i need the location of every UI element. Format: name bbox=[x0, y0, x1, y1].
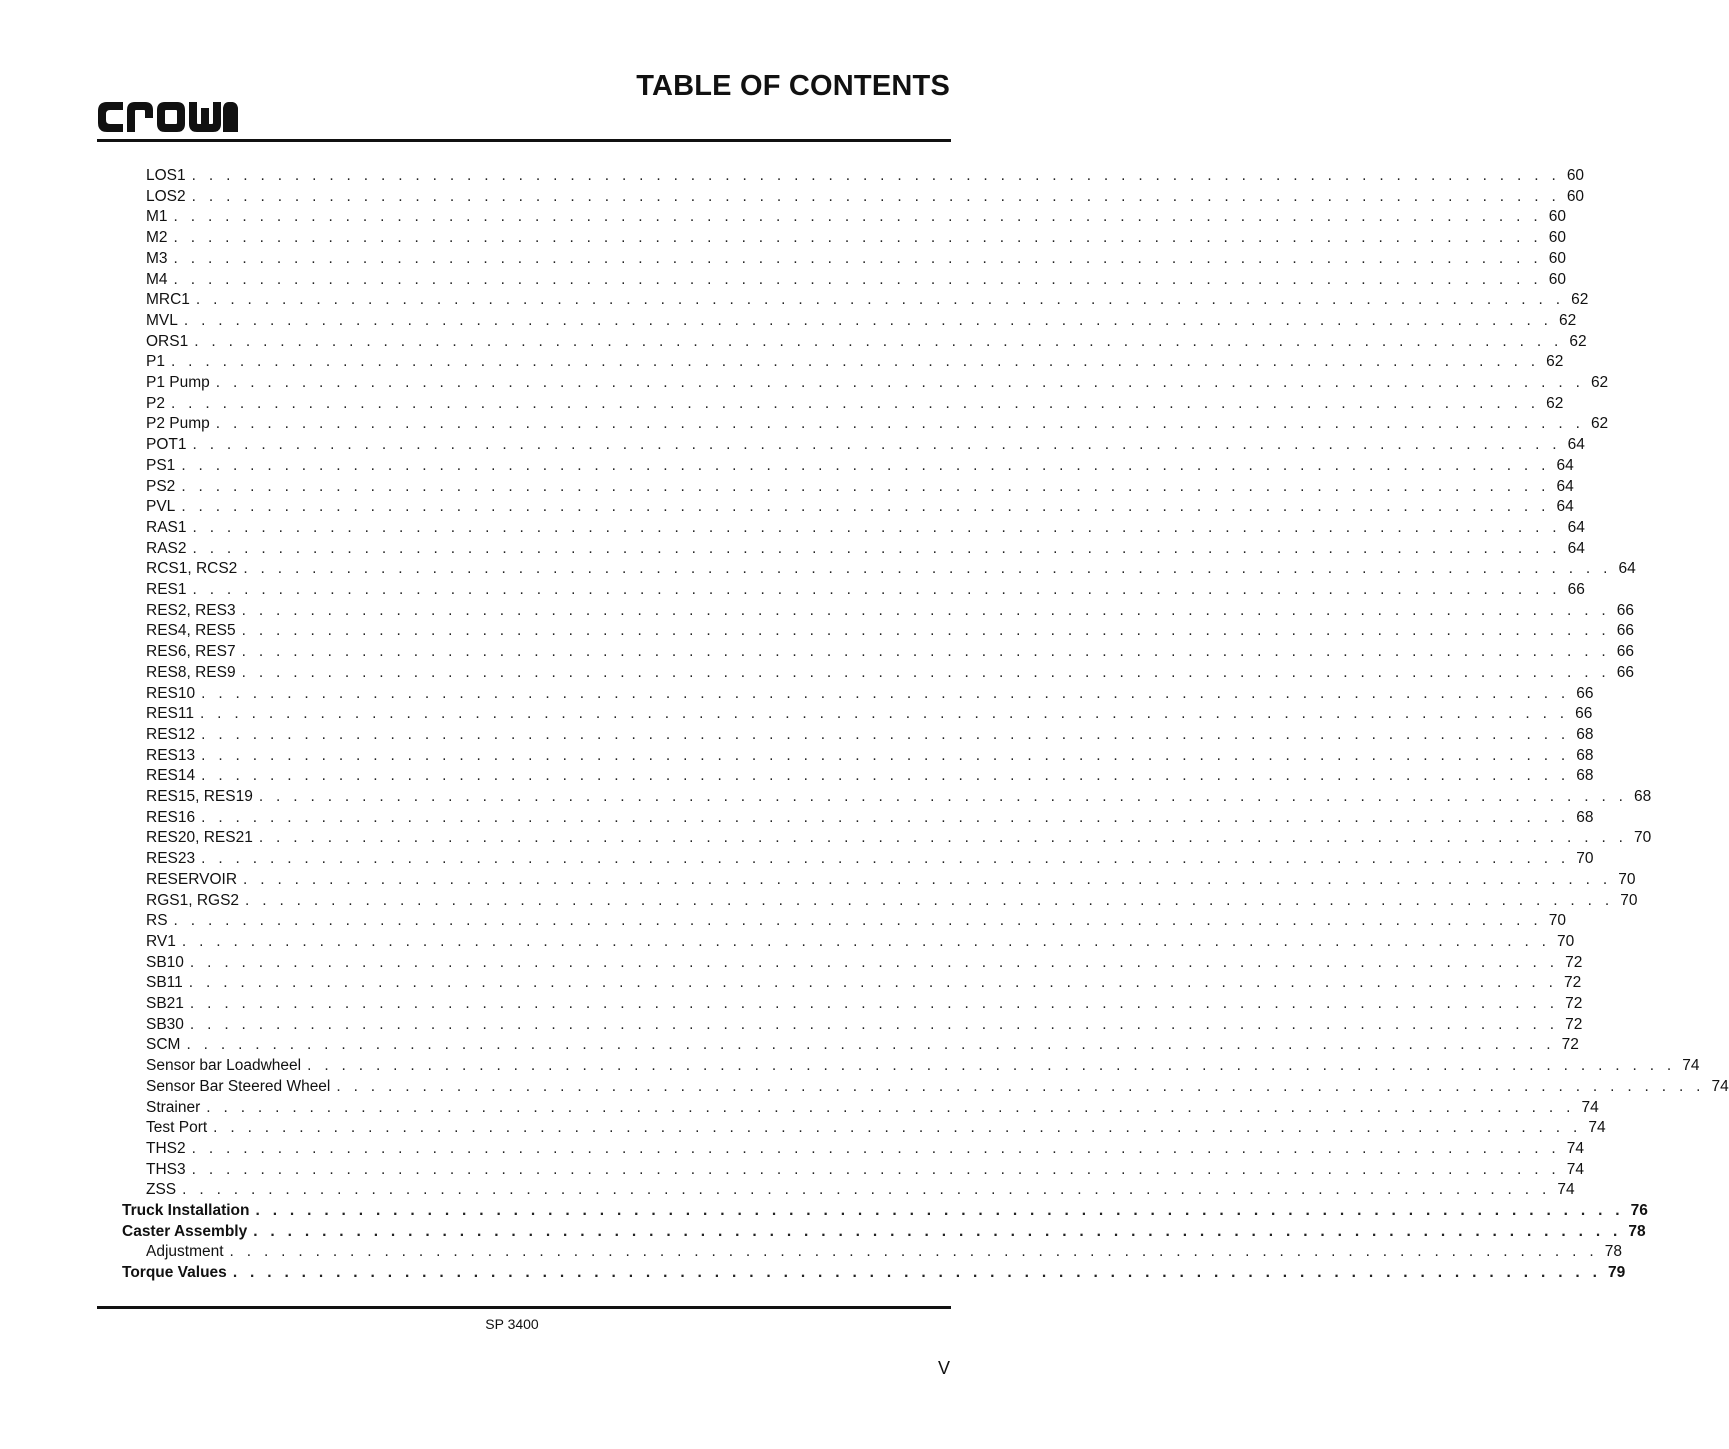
toc-entry-page: 64 bbox=[1556, 498, 1574, 516]
toc-entry[interactable] bbox=[146, 1160, 1585, 1180]
toc-entry-page: 66 bbox=[1567, 581, 1585, 598]
toc-entry-label: MVL bbox=[146, 311, 178, 329]
toc-entry[interactable] bbox=[146, 828, 1652, 848]
toc-dot-leader: . . . . . . . . . . . . . . . . . . . . . . . . . . . . . . . . . . . . . . . . . . . . . . . . . . . . . . . . . . . . . . . . . . . . . . . . . . . . . . . . bbox=[191, 167, 1561, 184]
toc-dot-leader: . . . . . . . . . . . . . . . . . . . . . . . . . . . . . . . . . . . . . . . . . . . . . . . . . . . . . . . . . . . . . . . . . . . . . . . . . . . . . . . . bbox=[181, 477, 1550, 495]
toc-dot-leader: . . . . . . . . . . . . . . . . . . . . . . . . . . . . . . . . . . . . . . . . . . . . . . . . . . . . . . . . . . . . . . . . . . . . . . . . . . . . . . . . bbox=[191, 1139, 1561, 1157]
toc-entry[interactable] bbox=[146, 601, 1635, 621]
toc-entry[interactable] bbox=[146, 808, 1594, 828]
toc-entry-label: M4 bbox=[146, 270, 168, 288]
toc-entry-page: 62 bbox=[1569, 332, 1587, 350]
toc-dot-leader: . . . . . . . . . . . . . . . . . . . . . . . . . . . . . . . . . . . . . . . . . . . . . . . . . . . . . . . . . . . . . . . . . . . . . . . . . . . . . . . . bbox=[194, 332, 1563, 350]
toc-entry-label: RES2, RES3 bbox=[146, 601, 236, 619]
toc-entry-page: 66 bbox=[1616, 601, 1635, 619]
toc-entry-page: 62 bbox=[1571, 291, 1589, 309]
toc-entry-page: 72 bbox=[1561, 1036, 1579, 1054]
toc-entry-label: PS1 bbox=[146, 456, 176, 474]
toc-entry-page: 70 bbox=[1618, 870, 1636, 888]
toc-entry-page: 62 bbox=[1590, 374, 1609, 391]
toc-entry-page: 60 bbox=[1566, 167, 1585, 184]
toc-entry-label: RV1 bbox=[146, 932, 176, 950]
toc-entry[interactable] bbox=[146, 352, 1564, 372]
toc-dot-leader: . . . . . . . . . . . . . . . . . . . . . . . . . . . . . . . . . . . . . . . . . . . . . . . . . . . . . . . . . . . . . . . . . . . . . . . . . . . . . . . . bbox=[201, 850, 1570, 868]
toc-dot-leader: . . . . . . . . . . . . . . . . . . . . . . . . . . . . . . . . . . . . . . . . . . . . . . . . . . . . . . . . . . . . . . . . . . . . . . . . . . . . . . . . bbox=[181, 456, 1550, 474]
toc-entry-label: M2 bbox=[146, 229, 168, 247]
toc-entry-label: MRC1 bbox=[146, 291, 190, 309]
toc-entry-page: 66 bbox=[1576, 684, 1594, 702]
toc-entry[interactable] bbox=[146, 642, 1635, 662]
toc-entry[interactable] bbox=[146, 663, 1635, 683]
toc-entry-label: RES6, RES7 bbox=[146, 643, 236, 661]
toc-entry[interactable] bbox=[146, 435, 1585, 455]
toc-entry[interactable] bbox=[146, 932, 1575, 952]
toc-entry-page: 66 bbox=[1616, 643, 1635, 661]
toc-entry-page: 60 bbox=[1566, 187, 1585, 205]
toc-dot-leader: . . . . . . . . . . . . . . . . . . . . . . . . . . . . . . . . . . . . . . . . . . . . . . . . . . . . . . . . . . . . . . . . . . . . . . . . . . . . . . . . bbox=[189, 953, 1559, 971]
toc-entry-page: 60 bbox=[1548, 270, 1566, 288]
toc-entry-label: RES23 bbox=[146, 850, 196, 868]
toc-entry-label: P1 Pump bbox=[146, 374, 210, 391]
toc-dot-leader: . . . . . . . . . . . . . . . . . . . . . . . . . . . . . . . . . . . . . . . . . . . . . . . . . . . . . . . . . . . . . . . . . . . . . . . . . . . . . . . . bbox=[188, 974, 1558, 992]
toc-entry-label: RES16 bbox=[146, 808, 196, 826]
toc-entry-page: 74 bbox=[1566, 1139, 1585, 1157]
toc-dot-leader: . . . . . . . . . . . . . . . . . . . . . . . . . . . . . . . . . . . . . . . . . . . . . . . . . . . . . . . . . . . . . . . . . . . . . . . . . . . . . . . . bbox=[201, 767, 1570, 785]
toc-entry-label: RAS2 bbox=[146, 539, 187, 557]
toc-entry-label: RES10 bbox=[146, 684, 196, 702]
toc-entry[interactable] bbox=[146, 1180, 1575, 1200]
toc-entry-label: Truck Installation bbox=[122, 1202, 250, 1219]
document-code: SP 3400 bbox=[485, 1316, 539, 1332]
toc-entry[interactable] bbox=[146, 787, 1652, 807]
toc-entry-page: 68 bbox=[1634, 788, 1652, 805]
toc-dot-leader: . . . . . . . . . . . . . . . . . . . . . . . . . . . . . . . . . . . . . . . . . . . . . . . . . . . . . . . . . . . . . . . . . . . . . . . . . . . . . . . . bbox=[191, 187, 1561, 205]
toc-entry-label: PS2 bbox=[146, 477, 176, 495]
toc-dot-leader: . . . . . . . . . . . . . . . . . . . . . . . . . . . . . . . . . . . . . . . . . . . . . . . . . . . . . . . . . . . . . . . . . . . . . . . . . . . . . . . . bbox=[173, 208, 1542, 226]
toc-dot-leader: . . . . . . . . . . . . . . . . . . . . . . . . . . . . . . . . . . . . . . . . . . . . . . . . . . . . . . . . . . . . . . . . . . . . . . . . . . . . . . . . bbox=[258, 829, 1628, 847]
toc-entry[interactable] bbox=[146, 394, 1564, 414]
toc-entry-label: Strainer bbox=[146, 1098, 201, 1116]
toc-entry-page: 70 bbox=[1557, 932, 1575, 950]
toc-entry[interactable] bbox=[146, 1242, 1622, 1262]
toc-entry[interactable] bbox=[146, 994, 1583, 1014]
toc-entry-label: RES15, RES19 bbox=[146, 788, 253, 805]
toc-dot-leader: . . . . . . . . . . . . . . . . . . . . . . . . . . . . . . . . . . . . . . . . . . . . . . . . . . . . . . . . . . . . . . . . . . . . . . . . . . . . . . . . bbox=[245, 891, 1614, 909]
toc-dot-leader: . . . . . . . . . . . . . . . . . . . . . . . . . . . . . . . . . . . . . . . . . . . . . . . . . . . . . . . . . . . . . . . . . . . . . . . . . . . . . . . . bbox=[173, 249, 1542, 267]
toc-entry-page: 64 bbox=[1567, 539, 1585, 557]
toc-entry-label: RAS1 bbox=[146, 518, 187, 536]
toc-dot-leader: . . . . . . . . . . . . . . . . . . . . . . . . . . . . . . . . . . . . . . . . . . . . . . . . . . . . . . . . . . . . . . . . . . . . . . . . . . . . . . . . bbox=[307, 1057, 1676, 1075]
toc-entry-page: 64 bbox=[1567, 436, 1585, 454]
toc-entry-label: RCS1, RCS2 bbox=[146, 560, 238, 578]
toc-dot-leader: . . . . . . . . . . . . . . . . . . . . . . . . . . . . . . . . . . . . . . . . . . . . . . . . . . . . . . . . . . . . . . . . . . . . . . . . . . . . . . . . bbox=[241, 601, 1611, 619]
toc-entry-page: 78 bbox=[1604, 1243, 1622, 1261]
toc-dot-leader: . . . . . . . . . . . . . . . . . . . . . . . . . . . . . . . . . . . . . . . . . . . . . . . . . . . . . . . . . . . . . . . . . . . . . . . . . . . . . . . . bbox=[195, 291, 1565, 309]
toc-dot-leader: . . . . . . . . . . . . . . . . . . . . . . . . . . . . . . . . . . . . . . . . . . . . . . . . . . . . . . . . . . . . . . . . . . . . . . . . . . . . . . . . bbox=[183, 311, 1553, 329]
toc-entry[interactable] bbox=[146, 311, 1577, 331]
toc-entry-page: 62 bbox=[1559, 311, 1577, 329]
toc-entry[interactable] bbox=[146, 1015, 1583, 1035]
toc-entry-page: 68 bbox=[1576, 767, 1594, 785]
toc-entry-label: Caster Assembly bbox=[122, 1222, 248, 1240]
toc-entry[interactable] bbox=[146, 746, 1594, 766]
toc-dot-leader: . . . . . . . . . . . . . . . . . . . . . . . . . . . . . . . . . . . . . . . . . . . . . . . . . . . . . . . . . . . . . . . . . . . . . . . . . . . . . . . . bbox=[253, 1222, 1622, 1240]
toc-entry-page: 60 bbox=[1548, 208, 1566, 226]
toc-entry[interactable] bbox=[146, 518, 1585, 538]
toc-entry-page: 64 bbox=[1556, 477, 1574, 495]
toc-entry-page: 74 bbox=[1557, 1181, 1575, 1199]
toc-entry-page: 64 bbox=[1567, 518, 1585, 536]
toc-dot-leader: . . . . . . . . . . . . . . . . . . . . . . . . . . . . . . . . . . . . . . . . . . . . . . . . . . . . . . . . . . . . . . . . . . . . . . . . . . . . . . . . bbox=[213, 1119, 1582, 1137]
toc-dot-leader: . . . . . . . . . . . . . . . . . . . . . . . . . . . . . . . . . . . . . . . . . . . . . . . . . . . . . . . . . . . . . . . . . . . . . . . . . . . . . . . . bbox=[199, 705, 1569, 723]
toc-dot-leader: . . . . . . . . . . . . . . . . . . . . . . . . . . . . . . . . . . . . . . . . . . . . . . . . . . . . . . . . . . . . . . . . . . . . . . . . . . . . . . . . bbox=[215, 415, 1585, 433]
toc-entry-label: SB10 bbox=[146, 953, 184, 971]
toc-entry-label: RES1 bbox=[146, 581, 187, 598]
toc-entry[interactable] bbox=[146, 559, 1636, 579]
toc-entry[interactable] bbox=[146, 1118, 1606, 1138]
toc-dot-leader: . . . . . . . . . . . . . . . . . . . . . . . . . . . . . . . . . . . . . . . . . . . . . . . . . . . . . . . . . . . . . . . . . . . . . . . . . . . . . . . . bbox=[258, 788, 1628, 805]
toc-entry-page: 66 bbox=[1616, 663, 1635, 681]
toc-entry-label: RES11 bbox=[146, 705, 194, 723]
toc-dot-leader: . . . . . . . . . . . . . . . . . . . . . . . . . . . . . . . . . . . . . . . . . . . . . . . . . . . . . . . . . . . . . . . . . . . . . . . . . . . . . . . . bbox=[170, 353, 1540, 371]
toc-dot-leader: . . . . . . . . . . . . . . . . . . . . . . . . . . . . . . . . . . . . . . . . . . . . . . . . . . . . . . . . . . . . . . . . . . . . . . . . . . . . . . . . bbox=[192, 436, 1561, 454]
toc-entry[interactable] bbox=[146, 580, 1585, 600]
toc-dot-leader: . . . . . . . . . . . . . . . . . . . . . . . . . . . . . . . . . . . . . . . . . . . . . . . . . . . . . . . . . . . . . . . . . . . . . . . . . . . . . . . . bbox=[201, 746, 1570, 764]
toc-entry-page: 76 bbox=[1630, 1202, 1648, 1219]
crown-logo-icon bbox=[97, 100, 239, 134]
toc-dot-leader: . . . . . . . . . . . . . . . . . . . . . . . . . . . . . . . . . . . . . . . . . . . . . . . . . . . . . . . . . . . . . . . . . . . . . . . . . . . . . . . . bbox=[182, 1181, 1551, 1199]
toc-entry[interactable] bbox=[146, 1098, 1599, 1118]
toc-entry[interactable] bbox=[146, 621, 1635, 641]
toc-entry-page: 62 bbox=[1546, 394, 1564, 412]
toc-entry[interactable] bbox=[146, 187, 1585, 207]
toc-dot-leader: . . . . . . . . . . . . . . . . . . . . . . . . . . . . . . . . . . . . . . . . . . . . . . . . . . . . . . . . . . . . . . . . . . . . . . . . . . . . . . . . bbox=[255, 1202, 1624, 1219]
toc-entry-label: P2 Pump bbox=[146, 415, 210, 433]
toc-entry[interactable] bbox=[146, 414, 1609, 434]
toc-dot-leader: . . . . . . . . . . . . . . . . . . . . . . . . . . . . . . . . . . . . . . . . . . . . . . . . . . . . . . . . . . . . . . . . . . . . . . . . . . . . . . . . bbox=[241, 622, 1611, 640]
toc-entry[interactable] bbox=[146, 497, 1574, 517]
toc-entry[interactable] bbox=[146, 953, 1583, 973]
toc-entry-label: P1 bbox=[146, 353, 165, 371]
toc-entry[interactable] bbox=[146, 849, 1594, 869]
toc-entry[interactable] bbox=[146, 228, 1566, 248]
toc-entry-label: LOS1 bbox=[146, 167, 186, 184]
toc-entry-page: 74 bbox=[1711, 1077, 1729, 1095]
toc-dot-leader: . . . . . . . . . . . . . . . . . . . . . . . . . . . . . . . . . . . . . . . . . . . . . . . . . . . . . . . . . . . . . . . . . . . . . . . . . . . . . . . . bbox=[241, 643, 1611, 661]
toc-dot-leader: . . . . . . . . . . . . . . . . . . . . . . . . . . . . . . . . . . . . . . . . . . . . . . . . . . . . . . . . . . . . . . . . . . . . . . . . . . . . . . . . bbox=[189, 995, 1559, 1012]
toc-dot-leader: . . . . . . . . . . . . . . . . . . . . . . . . . . . . . . . . . . . . . . . . . . . . . . . . . . . . . . . . . . . . . . . . . . . . . . . . . . . . . . . . bbox=[192, 539, 1561, 557]
toc-entry-label: RES13 bbox=[146, 746, 196, 764]
toc-entry-label: ZSS bbox=[146, 1181, 177, 1199]
toc-dot-leader: . . . . . . . . . . . . . . . . . . . . . . . . . . . . . . . . . . . . . . . . . . . . . . . . . . . . . . . . . . . . . . . . . . . . . . . . . . . . . . . . bbox=[336, 1077, 1705, 1095]
toc-entry-label: RESERVOIR bbox=[146, 870, 238, 888]
toc-dot-leader: . . . . . . . . . . . . . . . . . . . . . . . . . . . . . . . . . . . . . . . . . . . . . . . . . . . . . . . . . . . . . . . . . . . . . . . . . . . . . . . . bbox=[232, 1264, 1602, 1282]
toc-entry-label: SCM bbox=[146, 1036, 181, 1054]
toc-dot-leader: . . . . . . . . . . . . . . . . . . . . . . . . . . . . . . . . . . . . . . . . . . . . . . . . . . . . . . . . . . . . . . . . . . . . . . . . . . . . . . . . bbox=[192, 581, 1561, 598]
toc-entry-label: PVL bbox=[146, 498, 176, 516]
toc-entry-label: THS3 bbox=[146, 1160, 186, 1178]
toc-entry-label: RES12 bbox=[146, 725, 196, 743]
toc-dot-leader: . . . . . . . . . . . . . . . . . . . . . . . . . . . . . . . . . . . . . . . . . . . . . . . . . . . . . . . . . . . . . . . . . . . . . . . . . . . . . . . . bbox=[173, 270, 1542, 288]
toc-entry[interactable] bbox=[122, 1263, 1626, 1283]
toc-entry-page: 62 bbox=[1546, 353, 1564, 371]
toc-entry-label: Test Port bbox=[146, 1119, 208, 1137]
toc-entry-page: 60 bbox=[1548, 249, 1566, 267]
toc-entry[interactable] bbox=[146, 704, 1593, 724]
toc-dot-leader: . . . . . . . . . . . . . . . . . . . . . . . . . . . . . . . . . . . . . . . . . . . . . . . . . . . . . . . . . . . . . . . . . . . . . . . . . . . . . . . . bbox=[192, 518, 1561, 536]
page-number: V bbox=[937, 1358, 950, 1378]
toc-dot-leader: . . . . . . . . . . . . . . . . . . . . . . . . . . . . . . . . . . . . . . . . . . . . . . . . . . . . . . . . . . . . . . . . . . . . . . . . . . . . . . . . bbox=[186, 1036, 1555, 1054]
toc-dot-leader: . . . . . . . . . . . . . . . . . . . . . . . . . . . . . . . . . . . . . . . . . . . . . . . . . . . . . . . . . . . . . . . . . . . . . . . . . . . . . . . . bbox=[243, 560, 1612, 578]
toc-entry[interactable] bbox=[146, 1139, 1585, 1159]
toc-dot-leader: . . . . . . . . . . . . . . . . . . . . . . . . . . . . . . . . . . . . . . . . . . . . . . . . . . . . . . . . . . . . . . . . . . . . . . . . . . . . . . . . bbox=[191, 1160, 1561, 1178]
toc-dot-leader: . . . . . . . . . . . . . . . . . . . . . . . . . . . . . . . . . . . . . . . . . . . . . . . . . . . . . . . . . . . . . . . . . . . . . . . . . . . . . . . . bbox=[201, 684, 1570, 702]
toc-dot-leader: . . . . . . . . . . . . . . . . . . . . . . . . . . . . . . . . . . . . . . . . . . . . . . . . . . . . . . . . . . . . . . . . . . . . . . . . . . . . . . . . bbox=[201, 808, 1570, 826]
toc-entry-label: M3 bbox=[146, 249, 168, 267]
toc-entry[interactable] bbox=[146, 1077, 1729, 1097]
toc-dot-leader: . . . . . . . . . . . . . . . . . . . . . . . . . . . . . . . . . . . . . . . . . . . . . . . . . . . . . . . . . . . . . . . . . . . . . . . . . . . . . . . . bbox=[170, 394, 1540, 412]
toc-entry[interactable] bbox=[146, 166, 1585, 186]
toc-entry-page: 62 bbox=[1590, 415, 1609, 433]
crown-logo bbox=[97, 100, 239, 139]
toc-entry-label: RES4, RES5 bbox=[146, 622, 236, 640]
toc-entry-page: 70 bbox=[1576, 850, 1594, 868]
toc-entry-label: ORS1 bbox=[146, 332, 189, 350]
toc-entry-label: RS bbox=[146, 912, 168, 930]
toc-entry-page: 74 bbox=[1588, 1119, 1606, 1137]
toc-entry-page: 68 bbox=[1576, 746, 1594, 764]
toc-entry-page: 70 bbox=[1634, 829, 1652, 847]
toc-entry-label: Sensor Bar Steered Wheel bbox=[146, 1077, 331, 1095]
toc-entry-page: 68 bbox=[1576, 808, 1594, 826]
toc-entry-page: 74 bbox=[1581, 1098, 1599, 1116]
toc-entry[interactable] bbox=[122, 1201, 1648, 1221]
toc-dot-leader: . . . . . . . . . . . . . . . . . . . . . . . . . . . . . . . . . . . . . . . . . . . . . . . . . . . . . . . . . . . . . . . . . . . . . . . . . . . . . . . . bbox=[229, 1243, 1598, 1261]
toc-entry-label: SB21 bbox=[146, 995, 184, 1012]
toc-entry[interactable] bbox=[122, 1222, 1646, 1242]
toc-entry-label: SB11 bbox=[146, 974, 183, 992]
toc-dot-leader: . . . . . . . . . . . . . . . . . . . . . . . . . . . . . . . . . . . . . . . . . . . . . . . . . . . . . . . . . . . . . . . . . . . . . . . . . . . . . . . . bbox=[201, 725, 1570, 743]
toc-dot-leader: . . . . . . . . . . . . . . . . . . . . . . . . . . . . . . . . . . . . . . . . . . . . . . . . . . . . . . . . . . . . . . . . . . . . . . . . . . . . . . . . bbox=[189, 1015, 1559, 1033]
toc-entry-label: RGS1, RGS2 bbox=[146, 891, 240, 909]
toc-entry-page: 72 bbox=[1565, 953, 1583, 971]
toc-entry[interactable] bbox=[146, 766, 1594, 786]
toc-entry[interactable] bbox=[146, 1035, 1579, 1055]
page-title: TABLE OF CONTENTS bbox=[636, 70, 950, 102]
toc-entry[interactable] bbox=[146, 539, 1585, 559]
toc-dot-leader: . . . . . . . . . . . . . . . . . . . . . . . . . . . . . . . . . . . . . . . . . . . . . . . . . . . . . . . . . . . . . . . . . . . . . . . . . . . . . . . . bbox=[215, 374, 1585, 391]
toc-entry[interactable] bbox=[146, 973, 1582, 993]
toc-entry-page: 64 bbox=[1618, 560, 1636, 578]
toc-entry[interactable] bbox=[146, 725, 1594, 745]
toc-dot-leader: . . . . . . . . . . . . . . . . . . . . . . . . . . . . . . . . . . . . . . . . . . . . . . . . . . . . . . . . . . . . . . . . . . . . . . . . . . . . . . . . bbox=[206, 1098, 1575, 1116]
toc-entry[interactable] bbox=[146, 332, 1587, 352]
toc-entry-page: 60 bbox=[1548, 229, 1566, 247]
toc-entry[interactable] bbox=[146, 456, 1574, 476]
toc-entry-page: 74 bbox=[1682, 1057, 1700, 1075]
toc-entry-label: Adjustment bbox=[146, 1243, 224, 1261]
toc-entry-page: 72 bbox=[1563, 974, 1582, 992]
toc-entry[interactable] bbox=[146, 1056, 1700, 1076]
toc-entry-label: THS2 bbox=[146, 1139, 186, 1157]
toc-dot-leader: . . . . . . . . . . . . . . . . . . . . . . . . . . . . . . . . . . . . . . . . . . . . . . . . . . . . . . . . . . . . . . . . . . . . . . . . . . . . . . . . bbox=[181, 932, 1551, 950]
toc-entry-page: 78 bbox=[1628, 1222, 1646, 1240]
toc-entry-label: RES20, RES21 bbox=[146, 829, 253, 847]
toc-entry-page: 64 bbox=[1556, 456, 1574, 474]
toc-entry-label: RES8, RES9 bbox=[146, 663, 236, 681]
toc-entry[interactable] bbox=[146, 270, 1566, 290]
toc-entry[interactable] bbox=[146, 207, 1566, 227]
footer-rule bbox=[97, 1306, 951, 1309]
toc-dot-leader: . . . . . . . . . . . . . . . . . . . . . . . . . . . . . . . . . . . . . . . . . . . . . . . . . . . . . . . . . . . . . . . . . . . . . . . . . . . . . . . . bbox=[173, 229, 1542, 247]
toc-entry[interactable] bbox=[146, 290, 1589, 310]
toc-entry[interactable] bbox=[146, 373, 1609, 393]
toc-entry-page: 72 bbox=[1565, 995, 1583, 1012]
toc-entry[interactable] bbox=[146, 684, 1594, 704]
toc-entry-label: RES14 bbox=[146, 767, 196, 785]
toc-dot-leader: . . . . . . . . . . . . . . . . . . . . . . . . . . . . . . . . . . . . . . . . . . . . . . . . . . . . . . . . . . . . . . . . . . . . . . . . . . . . . . . . bbox=[173, 912, 1542, 930]
toc-entry[interactable] bbox=[146, 870, 1636, 890]
toc-entry-label: Sensor bar Loadwheel bbox=[146, 1057, 302, 1075]
toc-entry-page: 72 bbox=[1565, 1015, 1583, 1033]
toc-dot-leader: . . . . . . . . . . . . . . . . . . . . . . . . . . . . . . . . . . . . . . . . . . . . . . . . . . . . . . . . . . . . . . . . . . . . . . . . . . . . . . . . bbox=[181, 498, 1550, 516]
toc-entry-page: 68 bbox=[1576, 725, 1594, 743]
toc-entry-label: SB30 bbox=[146, 1015, 184, 1033]
toc-entry[interactable] bbox=[146, 891, 1638, 911]
toc-entry-page: 66 bbox=[1575, 705, 1593, 723]
toc-entry-label: Torque Values bbox=[122, 1264, 227, 1282]
toc-dot-leader: . . . . . . . . . . . . . . . . . . . . . . . . . . . . . . . . . . . . . . . . . . . . . . . . . . . . . . . . . . . . . . . . . . . . . . . . . . . . . . . . bbox=[243, 870, 1612, 888]
toc-entry-label: POT1 bbox=[146, 436, 187, 454]
toc-entry-label: LOS2 bbox=[146, 187, 186, 205]
toc-entry-label: P2 bbox=[146, 394, 165, 412]
toc-entry-page: 70 bbox=[1620, 891, 1638, 909]
toc-entry[interactable] bbox=[146, 249, 1566, 269]
toc-entry-page: 74 bbox=[1566, 1160, 1585, 1178]
toc-entry-page: 66 bbox=[1616, 622, 1635, 640]
toc-entry-page: 70 bbox=[1548, 912, 1566, 930]
toc-entry-page: 79 bbox=[1607, 1264, 1626, 1282]
toc-dot-leader: . . . . . . . . . . . . . . . . . . . . . . . . . . . . . . . . . . . . . . . . . . . . . . . . . . . . . . . . . . . . . . . . . . . . . . . . . . . . . . . . bbox=[241, 663, 1611, 681]
toc-entry[interactable] bbox=[146, 911, 1566, 931]
toc-entry[interactable] bbox=[146, 477, 1574, 497]
header-rule bbox=[97, 139, 951, 142]
toc-entry-label: M1 bbox=[146, 208, 168, 226]
